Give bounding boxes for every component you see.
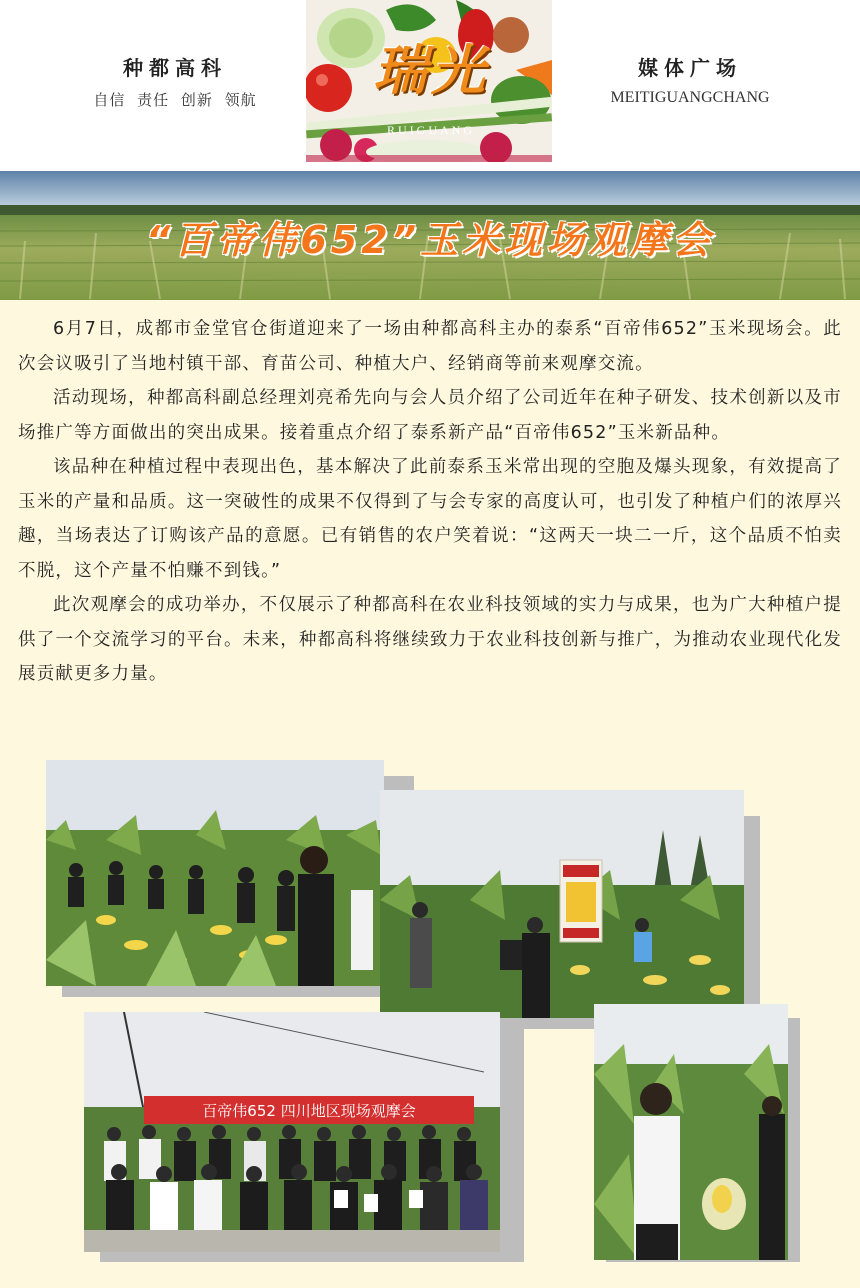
company-slogan: 自信 责任 创新 领航 [93, 91, 257, 109]
logo-subtitle: RUIGUANG [387, 123, 475, 137]
page-header [0, 0, 860, 171]
company-name: 种都高科 [123, 56, 227, 80]
event-title: “百帝伟652”玉米现场观摩会 [145, 218, 715, 262]
logo-title: 瑞光 [373, 38, 489, 102]
media-square-brand [595, 52, 785, 107]
photo-visitors-in-cornfield [46, 760, 384, 986]
company-brand [80, 52, 270, 110]
paragraph-activity: 活动现场，种都高科副总经理刘亮希先向与会人员介绍了公司近年在种子研发、技术创新以及市场推广等方面做出的突出成果。接着重点介绍了泰系新产品“百帝伟652”玉米新品种。 [18, 388, 842, 443]
event-banner [0, 171, 860, 300]
photo-variety-signboard [380, 790, 744, 1018]
media-square-pinyin: MEITIGUANGCHANG [610, 89, 770, 106]
paragraph-variety: 该品种在种植过程中表现出色，基本解决了此前泰系玉米常出现的空胞及爆头现象，有效提高了玉米的产量和品质。这一突破性的成果不仅得到了与会专家的高度认可，也引发了种植户们的浓厚兴趣，当场表达了订购该产品的意愿。已有销售的农户笑着说：“这两天一块二一斤，这个品质不怕卖不脱，这个产量不怕赚不到钱。” [18, 457, 842, 581]
media-square-name: 媒体广场 [638, 56, 742, 80]
photo-group-picture [84, 1012, 500, 1252]
paragraph-conclusion: 此次观摩会的成功举办，不仅展示了种都高科在农业科技领域的实力与成果，也为广大种植户提供了一个交流学习的平台。未来，种都高科将继续致力于农业科技创新与推广，为推动农业现代化发展贡献更多力量。 [18, 595, 842, 684]
article-body [18, 312, 842, 692]
paragraph-intro: 6月7日，成都市金堂官仓街道迎来了一场由种都高科主办的泰系“百帝伟652”玉米现场会。此次会议吸引了当地村镇干部、育苗公司、种植大户、经销商等前来观摩交流。 [18, 319, 842, 374]
group-banner-text: 百帝伟652 四川地区现场观摩会 [202, 1102, 416, 1120]
ruiguang-logo [306, 0, 552, 162]
photo-inspecting-corn [594, 1004, 788, 1260]
